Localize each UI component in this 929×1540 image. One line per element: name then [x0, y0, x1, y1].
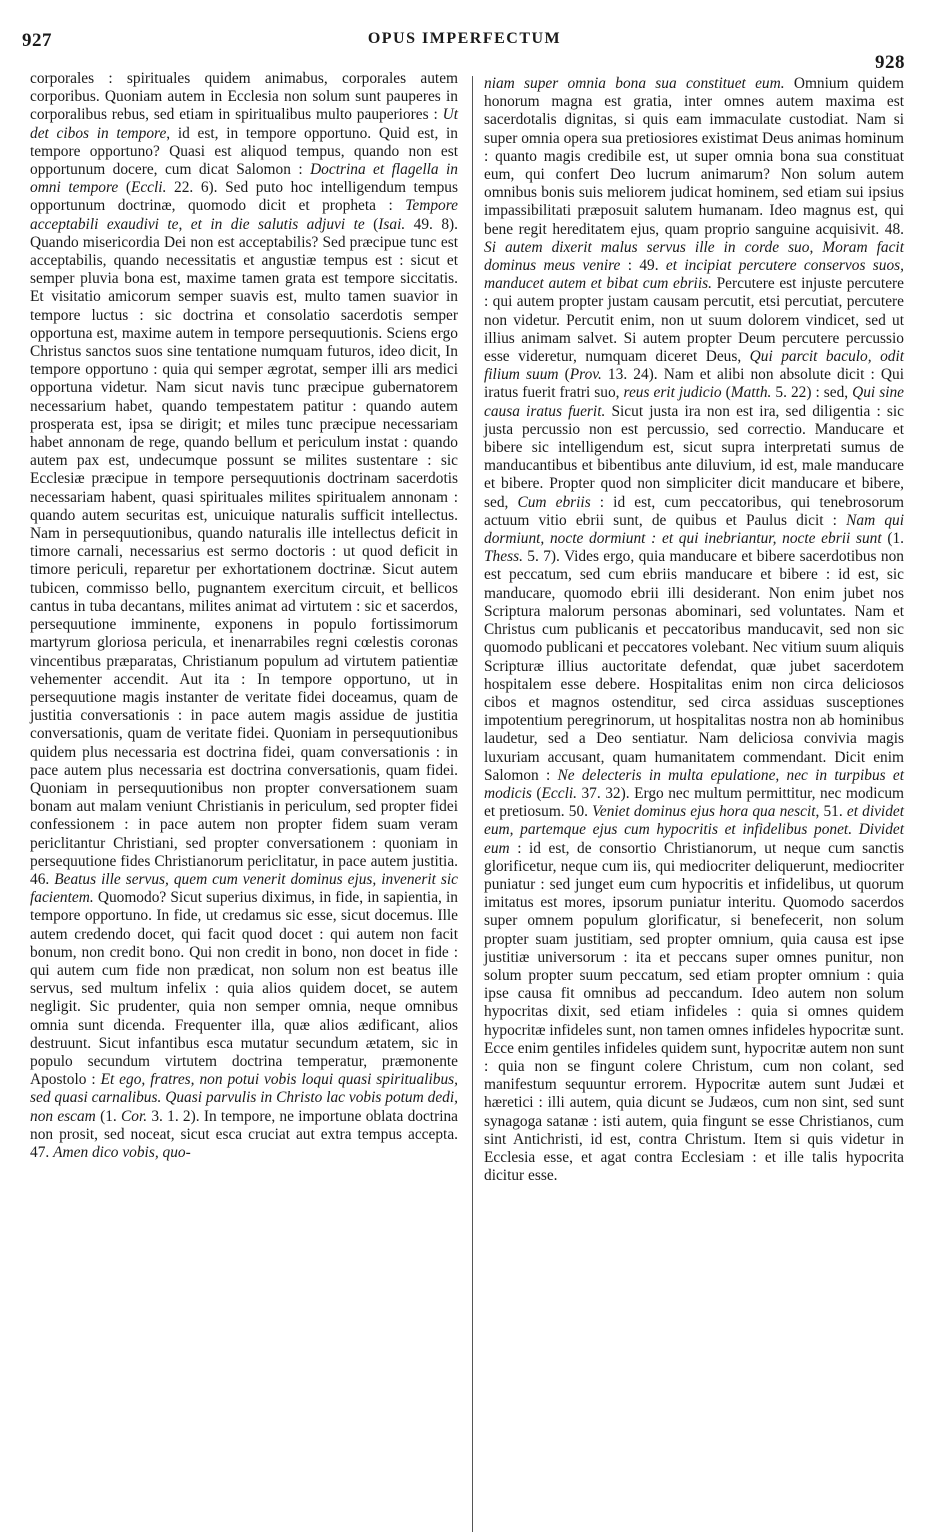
text-run: 13. 24). Nam et alibi non absolute dicit : Qui iratus fuerit fratri suo, [484, 366, 904, 402]
italic-run: Eccli. [541, 784, 577, 802]
text-run: , 51. [815, 803, 847, 821]
page-number-left: 927 [22, 30, 52, 51]
italic-run: Qui sine causa iratus fuerit. [484, 384, 905, 420]
italic-run: Nam qui dormiunt, nocte dormiunt : et qui inebriantur, nocte ebrii sunt [484, 511, 905, 548]
italic-run: Et ego, fratres, non potui vobis loqui quasi spiritualibus, sed quasi carnalibus. Quasi parvulis in Christo lac vobis potum dedi, non escam [30, 1071, 458, 1125]
text-run: 5. 22) : sed, [771, 384, 853, 402]
italic-run: Prov. [569, 366, 602, 384]
italic-run: Beatus ille servus, quem cum venerit dominus ejus, invenerit sic facientem. [30, 870, 458, 907]
italic-run: Matth. [730, 384, 772, 402]
italic-run: Thess. [484, 548, 523, 566]
italic-run: Tempore acceptabili exaudivi te, et in die salutis adjuvi te [30, 197, 458, 233]
italic-run: Amen dico vobis, quo- [53, 1143, 191, 1161]
text-run: ( [558, 366, 570, 384]
text-run: corporales : spirituales quidem animabus, corporales autem corporibus. Quoniam autem in Ecclesia non solum sunt pauperes in corporalibus rebus, sed etiam in spiritualibus multo pauperiores : [30, 70, 458, 124]
running-title: OPUS IMPERFECTUM [367, 30, 562, 47]
text-run: (1. [881, 530, 904, 548]
text-run: (1. [95, 1107, 121, 1125]
italic-run: Doctrina et flagella in omni tempore [30, 161, 459, 197]
text-run: ( [364, 215, 379, 233]
text-run: ( [531, 784, 542, 802]
text-run: 49. 8). Quando misericordia Dei non est acceptabilis? Sed præcipue tunc est acceptabilis, quando necessitatis et angustiæ tempus est : sicut et semper pluvia bona est, maxime tamen grata est tempore siccitatis. Et visitatio amicorum semper suavis est, multo tamen suavior in tempore luctus : sic doctrina et consolatio sacerdotis semper opportuna est, maxime autem in tempore persequutionis. Sciens ergo Christus sanctos suos sine tentatione numquam futuros, ideo dicit, In tempore opportuno : quia qui semper ægrotat, semper illi ars medici opportuna videtur. Nam sicut navis tunc præcipue gubernatorem necessarium habet, quando tempestatem patitur : quando autem prosperata est, ipsa se dirigit; et miles tunc præcipue necessariam habet annonam de rege, quando bellum et periculum instat : quando autem pax est, undecumque possunt se milites sustentare : sic Ecclesiæ præcipue in tempore persequutionis doctrinam sacerdotis necessariam habent, quasi spirituales milites spiritualem annonam : quando autem securitas est, unicuique naturalis sufficit intellectus. Nam in persequutionibus, quando naturalis ille intellectus deficit in timore carnali, necessarius est sermo doctoris : ut quod deficit in timore periculi, reparetur per exhortationem doctrinæ. Sicut autem tubicen, commisso bello, pugnantem exercitum circuit, et bellicos cantus in tuba decantans, milites animat ad virtutem : sic et sacerdos, persequutione imminente, exponens in populo fortissimorum martyrum gloriosa pericula, et inenarrabiles regni cœlestis coronas vincentibus præparatas, Christianum populum ad virtutem patientiæ vehementer accendit. Aut ita : In tempore opportuno, ut in persequutione magis instanter de veritate fidei doceamus, quam de justitia conversationis : in pace autem magis assidue de justitia conversationis, quam de veritate fidei. Quoniam in persequutionibus quidem plus necessaria est doctrina fidei, quam conversationis : in pace autem plus necessaria est doctrina conversationis, quam fidei. Quoniam in persequutionibus non propter conversationem suam bonam aut malam veniunt Christianis in periculum, sed propter fidei confessionem : in pace autem non propter fidem suam veram periclitantur Christiani, sed propter conversationem : quoniam in persequutione fides Christianorum periclitatur, in pace autem justitia. 46. [30, 215, 458, 888]
text-run: Sicut justa ira non est ira, sed diligentia : sic justa percussio non est percussio, sed correctio. Manducare et bibere sic intelligendum est, sicut supra interpretati sumus de manducantibus et bibentibus ante diluvium, id est, male manducare et bibere. Propter quod non simpliciter dicit manducare et bibere, sed, [484, 402, 904, 511]
left-column-text [30, 70, 458, 1162]
text-run: 5. 7). Vides ergo, quia manducare et bibere sacerdotibus non est peccatum, sed cum ebriis manducare et bibere : id est, sic manducare, quomodo ebrii illi desiderant. Non enim jubet nos Scriptura malorum personas abominari, sed voluntates. Nam et Christus cum publicanis et peccatoribus manducavit, sed non sic quomodo publicani et peccatores volebant. Nec vitium suum aliquis Scripturæ illius auctoritate defendat, quæ jubet sacerdotem hospitalem esse debere. Hospitalitas enim non circa deliciosos cibos et magnos ostenditur, sed circa assiduas susceptiones impotentium peregrinorum, ut hospitalitas nostra non ab hominibus laudetur, sed a Deo sentiatur. Nam deliciosa convivia magis luxuriam accusant, quam humanitatem commendant. Dicit enim Salomon : [484, 548, 904, 784]
text-run: Percutere est injuste percutere : qui autem propter justam causam percutit, etsi percutiat, percutere non videtur. Percutit enim, non ut suum dolorem vindicet, sed ut illius animam salvet. Si autem propter Deum percutere percussio esse videretur, numquam diceret Deus, [484, 275, 905, 366]
italic-run: Ne delecteris in multa epulatione, nec in turpibus et modicis [484, 766, 904, 802]
italic-run: et dividet eum, partemque ejus cum hypocritis et infidelibus ponet. Dividet eum [484, 803, 905, 857]
text-run: 3. 1. 2). In tempore, ne importune oblata doctrina non prosit, sed noceat, sicut esca cruciat aut extra tempus accepta. 47. [30, 1107, 458, 1161]
italic-run: et incipiat percutere conservos suos, manducet autem et bibat cum ebriis. [484, 257, 904, 293]
italic-run: reus erit judicio [623, 384, 722, 402]
italic-run: Si autem dixerit malus servus ille in corde suo, Moram facit dominus meus venire [484, 238, 904, 275]
left-column [30, 70, 458, 1162]
right-column [484, 75, 904, 1185]
text-run: 37. 32). Ergo nec multum permittitur, nec modicum et pretiosum. 50. [484, 784, 904, 821]
text-run: : id est, de consortio Christianorum, ut neque cum sanctis glorificetur, neque cum iis, qui mediocriter deliquerunt, mediocriter puniatur : sed junget eum cum hypocritis et infidelibus, ut quorum imitatus est mores, ipsorum puniatur interitu. Quomodo sacerdos super omnem populum glorificatur, si benefecerit, non solum propter suam justitiam, sed propter omnium, quia causa est ipse justitiæ universorum : ita et peccans super omnes punitur, non solum propter suum peccatum, sed etiam propter omnium : quia ipse causa fit omnibus ad peccandum. Ideo autem non solum hypocritas dixit, sed etiam infideles : quia si omnes quidem hypocritæ infideles sunt, non tamen omnes infideles hypocritæ sunt. Ecce enim gentiles infideles quidem sunt, hypocritæ autem non sunt : quia non se fingunt colere Christum, cum non colant, sed manifestum sequuntur errorem. Hypocritæ autem sunt Judæi et hæretici : illi autem, quia dicunt se Judæos, cum non sint, sed sunt synagoga satanæ : isti autem, quia fingunt se esse Christianos, cum sint Antichristi, id est, contra Christum. Item si quis videtur in Ecclesia esse, et agat contra Ecclesiam : et ille talis hypocrita dicitur esse. [484, 839, 904, 1185]
text-run: : 49. [620, 257, 666, 275]
text-run: , id est, in tempore opportuno. Quid est, in tempore opportuno? Quasi est aliquod tempus, quando non est opportunum docere, cum dicat Salomon : [30, 124, 458, 179]
text-run: ( [118, 179, 131, 197]
text-run: Omnium quidem honorum magna est gratia, inter omnes autem maxima est sacerdotalis dignitas, si quis eam immaculate custodiat. Nam si super omnia opera sua pretiosiores existimat Deus animas hominum : quanto magis credibile est, ut super omnia bona sua constituat eum, qui confert Deo lucrum animarum? Non solum autem omnibus bonis suis meliorem judicat hominem, sed etiam sui ipsius impassibilitati præposuit salutem humanam. Ideo magnus est, qui bene regit hereditatem ejus, quam proprio sanguine acquisivit. 48. [484, 75, 904, 238]
right-column-text [484, 75, 904, 1185]
italic-run: Veniet dominus ejus hora qua nescit [592, 803, 816, 821]
italic-run: Eccli. [130, 179, 167, 197]
italic-run: Isai. [378, 215, 406, 233]
italic-run: Cum ebriis [517, 493, 591, 511]
page-number-right: 928 [875, 52, 905, 73]
italic-run: Qui parcit baculo, odit filium suum [484, 348, 905, 384]
text-run: ( [721, 384, 731, 402]
text-run: Quomodo? Sicut superius diximus, in fide, in sapientia, in tempore opportuno. In fide, ut credamus sic esse, sicut docemus. Ille autem credendo docet, qui facit quod docet : qui autem non facit bonum, non credit bono. Qui non credit in bono, non docet in fide : qui autem cum fide non prædicat, non solum non est beatus ille servus, sed multum infelix : quia alios quidem docet, se autem negligit. Sic prudenter, quia non semper omnia, neque omnibus omnia sunt dicenda. Frequenter illa, quæ alios ædificant, alios destruunt. Sicut infantibus esca mutatur secundum ætatem, sic in populo secundum virtutem doctrina temperatur, præmonente Apostolo : [30, 889, 458, 1089]
column-divider [472, 76, 473, 1532]
page-header [0, 30, 929, 73]
italic-run: Cor. [120, 1107, 148, 1125]
text-run: : id est, cum peccatoribus, qui tenebrosorum actuum vitio ebrii sunt, de quibus et Paulus dicit : [484, 493, 904, 529]
italic-run: Ut det cibos in tempore [30, 106, 458, 142]
text-run: 22. 6). Sed puto hoc intelligendum tempus opportunum doctrinæ, quomodo dicit et propheta : [30, 179, 458, 215]
italic-run: niam super omnia bona sua constituet eum. [484, 75, 785, 92]
